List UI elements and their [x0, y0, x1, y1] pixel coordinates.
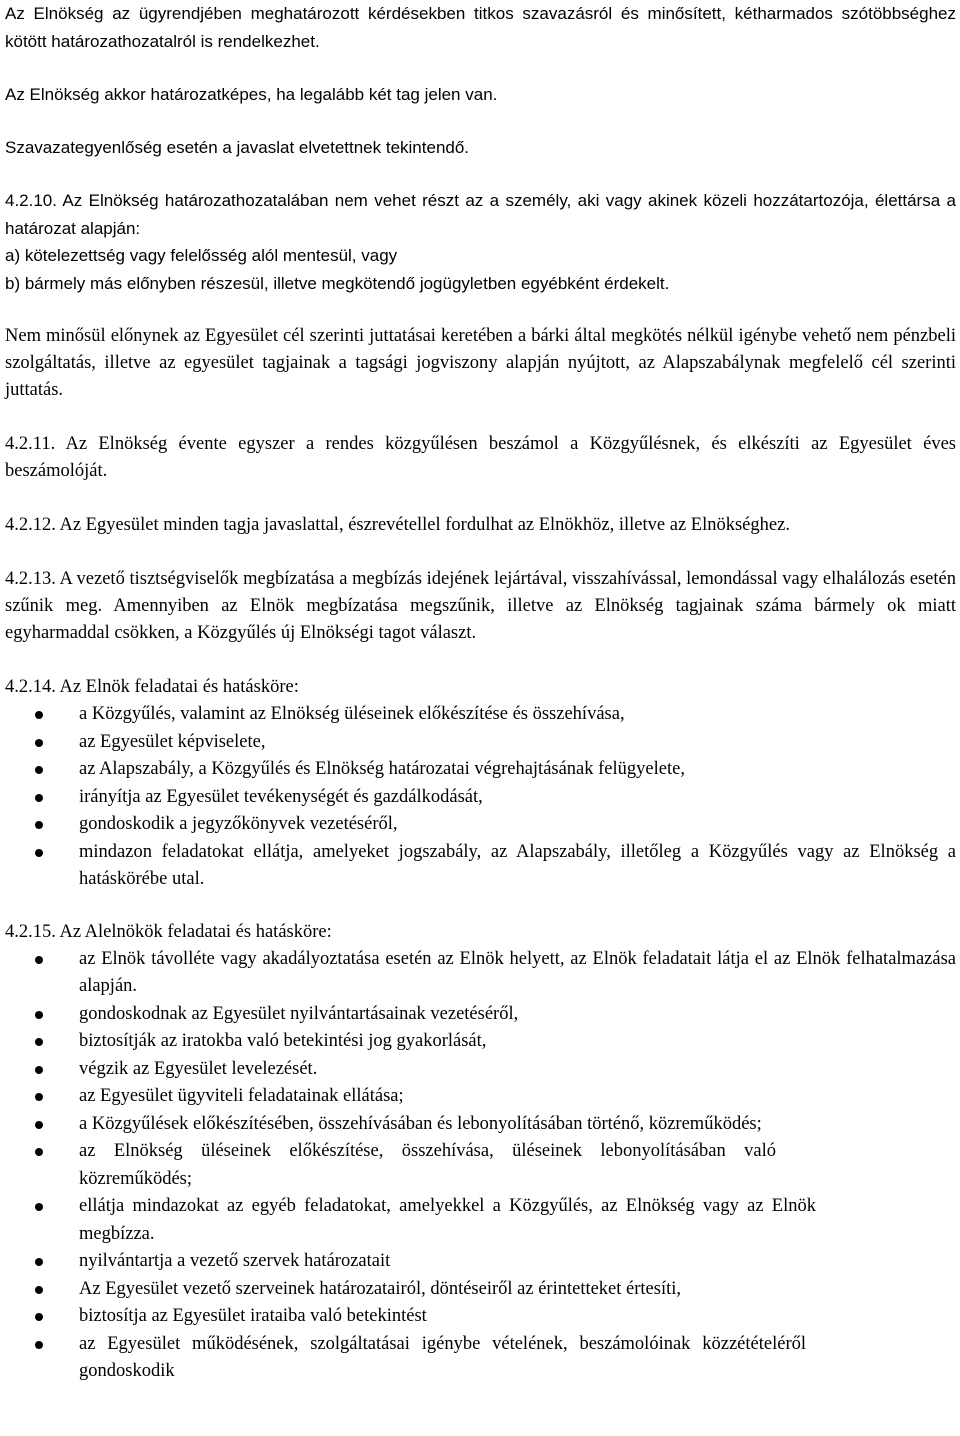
list-item: a Közgyűlések előkészítésében, összehívásában és lebonyolításában történő, közreműködés; — [5, 1111, 956, 1139]
president-duties-list — [5, 701, 956, 894]
list-item: gondoskodnak az Egyesület nyilvántartásainak vezetéséről, — [5, 1001, 956, 1029]
list-item: az Egyesület ügyviteli feladatainak ellátása; — [5, 1083, 956, 1111]
list-item: az Elnök távolléte vagy akadályoztatása esetén az Elnök helyett, az Elnök feladatait látja el az Elnök felhatalmazása alapján. — [5, 946, 956, 1001]
list-item: ellátja mindazokat az egyéb feladatokat, amelyekkel a Közgyűlés, az Elnökség vagy az Elnök megbízza. — [5, 1193, 956, 1248]
list-item: biztosítják az iratokba való betekintési jog gyakorlását, — [5, 1028, 956, 1056]
list-item: az Alapszabály, a Közgyűlés és Elnökség határozatai végrehajtásának felügyelete, — [5, 756, 956, 784]
bullet-icon — [35, 849, 43, 857]
list-item: az Elnökség üléseinek előkészítése, összehívása, üléseinek lebonyolításában való közreműködés; — [5, 1138, 956, 1193]
bullet-icon — [35, 1203, 43, 1211]
bullet-icon — [35, 956, 43, 964]
bullet-icon — [35, 766, 43, 774]
section-4-2-14-heading: 4.2.14. Az Elnök feladatai és hatásköre: — [5, 677, 299, 697]
bullet-icon — [35, 1286, 43, 1294]
bullet-icon — [35, 739, 43, 747]
list-item: az Egyesület működésének, szolgáltatásai igénybe vételének, beszámolóinak közzétételéről gondoskodik — [5, 1331, 956, 1386]
list-item: végzik az Egyesület levelezését. — [5, 1056, 956, 1084]
bullet-icon — [35, 1121, 43, 1129]
bullet-icon — [35, 821, 43, 829]
list-item: biztosítja az Egyesület irataiba való betekintést — [5, 1303, 956, 1331]
paragraph-secret-ballot: Az Elnökség az ügyrendjében meghatározott kérdésekben titkos szavazásról és minősített, kétharmados szótöbbséghez kötött határozathozatalról is rendelkezhet. — [5, 4, 956, 51]
list-item: az Egyesület képviselete, — [5, 729, 956, 757]
bullet-icon — [35, 1341, 43, 1349]
section-4-2-13: 4.2.13. A vezető tisztségviselők megbízatása a megbízás idejének lejártával, visszahívással, lemondással vagy elhalálozás esetén szűnik meg. Amennyiben az Elnök megbízatása megszűnik, illetve az Elnökség tagjainak száma bármely ok miatt egyharmaddal csökken, a Közgyűlés új Elnökségi tagot választ. — [5, 569, 956, 643]
paragraph-not-benefit: Nem minősül előnynek az Egyesület cél szerinti juttatásai keretében a bárki által megkötés nélkül igénybe vehető nem pénzbeli szolgáltatás, illetve az egyesület tagjainak a tagsági jogviszony alapján nyújtott, az Alapszabálynak megfelelő cél szerinti juttatás. — [5, 326, 956, 400]
section-4-2-10: 4.2.10. Az Elnökség határozathozatalában nem vehet részt az a személy, aki vagy akinek közeli hozzátartozója, élettársa a határozat alapján: — [5, 191, 956, 238]
paragraph-quorum: Az Elnökség akkor határozatképes, ha legalább két tag jelen van. — [5, 85, 498, 104]
bullet-icon — [35, 1313, 43, 1321]
document-page — [5, 0, 956, 1386]
section-4-2-10-point-b: b) bármely más előnyben részesül, illetve megkötendő jogügyletben egyébként érdekelt. — [5, 273, 670, 293]
bullet-icon — [35, 1093, 43, 1101]
list-item: mindazon feladatokat ellátja, amelyeket jogszabály, az Alapszabály, illetőleg a Közgyűlés vagy az Elnökség a hatáskörébe utal. — [5, 839, 956, 894]
section-4-2-12: 4.2.12. Az Egyesület minden tagja javaslattal, észrevétellel fordulhat az Elnökhöz, illetve az Elnökséghez. — [5, 515, 790, 535]
list-item: a Közgyűlés, valamint az Elnökség üléseinek előkészítése és összehívása, — [5, 701, 956, 729]
list-item: nyilvántartja a vezető szervek határozatait — [5, 1248, 956, 1276]
bullet-icon — [35, 1011, 43, 1019]
list-item: gondoskodik a jegyzőkönyvek vezetéséről, — [5, 811, 956, 839]
bullet-icon — [35, 1258, 43, 1266]
bullet-icon — [35, 711, 43, 719]
list-item: Az Egyesület vezető szerveinek határozatairól, döntéseiről az érintetteket értesíti, — [5, 1276, 956, 1304]
paragraph-tie-vote: Szavazategyenlőség esetén a javaslat elvetettnek tekintendő. — [5, 138, 470, 157]
vice-president-duties-list — [5, 946, 956, 1386]
bullet-icon — [35, 794, 43, 802]
list-item: irányítja az Egyesület tevékenységét és gazdálkodását, — [5, 784, 956, 812]
section-4-2-15-heading: 4.2.15. Az Alelnökök feladatai és hatásköre: — [5, 921, 332, 942]
bullet-icon — [35, 1038, 43, 1046]
section-4-2-11: 4.2.11. Az Elnökség évente egyszer a rendes közgyűlésen beszámol a Közgyűlésnek, és elkészíti az Egyesület éves beszámolóját. — [5, 434, 956, 481]
section-4-2-10-point-a: a) kötelezettség vagy felelősség alól mentesül, vagy — [5, 246, 398, 265]
bullet-icon — [35, 1148, 43, 1156]
bullet-icon — [35, 1066, 43, 1074]
